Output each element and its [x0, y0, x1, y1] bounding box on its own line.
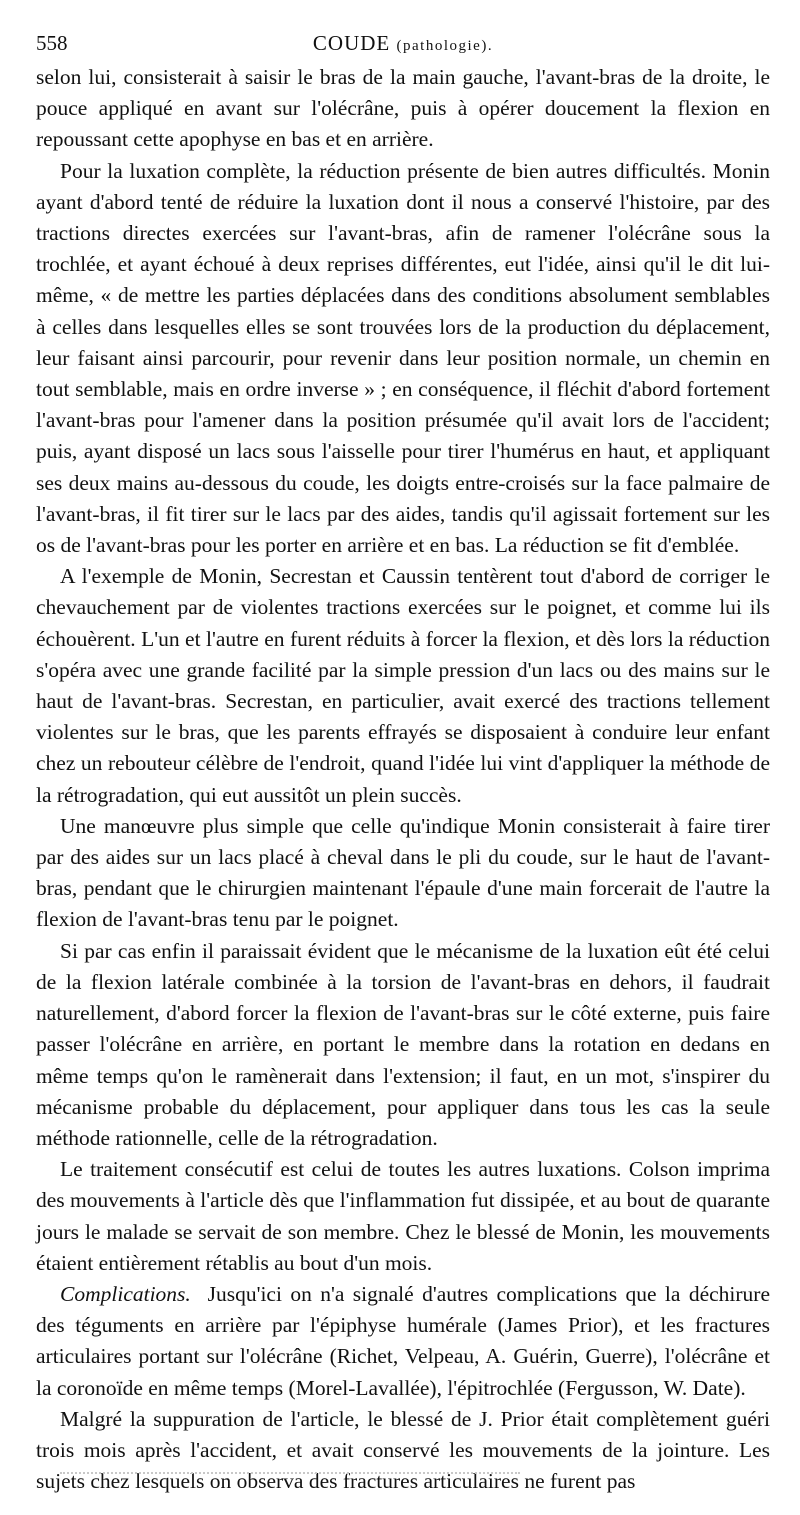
page-number: 558: [36, 31, 68, 55]
book-page: [36, 28, 770, 1497]
paragraph-7: [36, 1279, 770, 1404]
paragraph-4: Une manœuvre plus simple que celle qu'indique Monin consisterait à faire tirer par des aides sur un lacs placé à cheval dans le pli du coude, sur le haut de l'avant-bras, pendant que le chirurgien maintenant l'épaule d'une main forcerait de l'autre la flexion de l'avant-bras tenu par le poignet.: [36, 813, 770, 932]
paragraph-5: Si par cas enfin il paraissait évident que le mécanisme de la luxation eût été celui de la flexion latérale combinée à la torsion de l'avant-bras en dehors, il faudrait naturellement, d'abord forcer la flexion de l'avant-bras sur le côté externe, puis faire passer l'olécrâne en arrière, en portant le membre dans la rotation en dedans en même temps qu'on le ramènerait dans l'extension; il faut, en un mot, s'inspirer du mécanisme probable du déplacement, pour appliquer dans tous les cas la seule méthode rationnelle, celle de la rétrogradation.: [36, 938, 770, 1150]
paragraph-6: Le traitement consécutif est celui de toutes les autres luxations. Colson imprima des mouvements à l'article dès que l'inflammation fut dissipée, et au bout de quarante jours le malade se servait de son membre. Chez le blessé de Monin, les mouvements étaient entièrement rétablis au bout d'un mois.: [36, 1157, 770, 1275]
paragraph-7-text: Jusqu'ici on n'a signalé d'autres complications que la déchirure des téguments en arrière par l'épiphyse humérale (James Prior), et les fractures articulaires portant sur l'olécrâne (Richet, Velpeau, A. Guérin, Guerre), l'olécrâne et la coronoïde en même temps (Morel-Lavallée), l'épitrochlée (Fergusson, W. Date).: [36, 1281, 770, 1400]
running-title: [36, 28, 770, 61]
page-header: [36, 28, 770, 62]
running-title-subtitle: (pathologie).: [396, 38, 494, 54]
body-text: [36, 62, 770, 1497]
paragraph-1: selon lui, consisterait à saisir le bras de la main gauche, l'avant-bras de la droite, le pouce appliqué en avant sur l'olécrâne, puis à opérer doucement la flexion en repoussant cette apophyse en bas et en arrière.: [36, 65, 770, 152]
paragraph-2: Pour la luxation complète, la réduction présente de bien autres difficultés. Monin ayant d'abord tenté de réduire la luxation dont il nous a conservé l'histoire, par des tractions directes exercées sur l'avant-bras, afin de ramener l'olécrâne sous la trochlée, et ayant échoué à deux reprises différentes, eut l'idée, ainsi qu'il le dit lui-même, « de mettre les parties déplacées dans des conditions absolument semblables à celles dans lesquelles elles se sont trouvées lors de la production du déplacement, leur faisant ainsi parcourir, pour revenir dans leur position normale, un chemin en tout semblable, mais en ordre inverse » ; en conséquence, il fléchit d'abord fortement l'avant-bras pour l'amener dans la position présumée qu'il avait lors de l'accident; puis, ayant disposé un lacs sous l'aisselle pour tirer l'humérus en haut, et appliquant ses deux mains au-dessous du coude, les doigts entre-croisés sur la face palmaire de l'avant-bras, il fit tirer sur le lacs par des aides, tandis qu'il agissait fortement sur les os de l'avant-bras pour les porter en arrière et en bas. La réduction se fit d'emblée.: [36, 158, 770, 558]
running-title-main: COUDE: [312, 31, 391, 55]
paragraph-3: A l'exemple de Monin, Secrestan et Caussin tentèrent tout d'abord de corriger le chevauchement par de violentes tractions exercées sur le poignet, et comme lui ils échouèrent. L'un et l'autre en furent réduits à forcer la flexion, et dès lors la réduction s'opéra avec une grande facilité par la simple pression d'un lacs ou des mains sur le haut de l'avant-bras. Secrestan, en particulier, avait exercé des tractions tellement violentes sur le bras, que les parents effrayés se disposaient à conduire leur enfant chez un rebouteur célèbre de l'endroit, quand l'idée lui vint d'appliquer la méthode de la rétrogradation, qui eut aussitôt un plein succès.: [36, 564, 770, 807]
footer-smudge: [60, 1472, 520, 1478]
paragraph-7-lead: Complications.: [60, 1281, 191, 1306]
paragraph-8: Malgré la suppuration de l'article, le blessé de J. Prior était complètement guéri trois mois après l'accident, et avait conservé les mouvements de la jointure. Les sujets chez lesquels on observa des fractures articulaires ne furent pas: [36, 1406, 770, 1494]
